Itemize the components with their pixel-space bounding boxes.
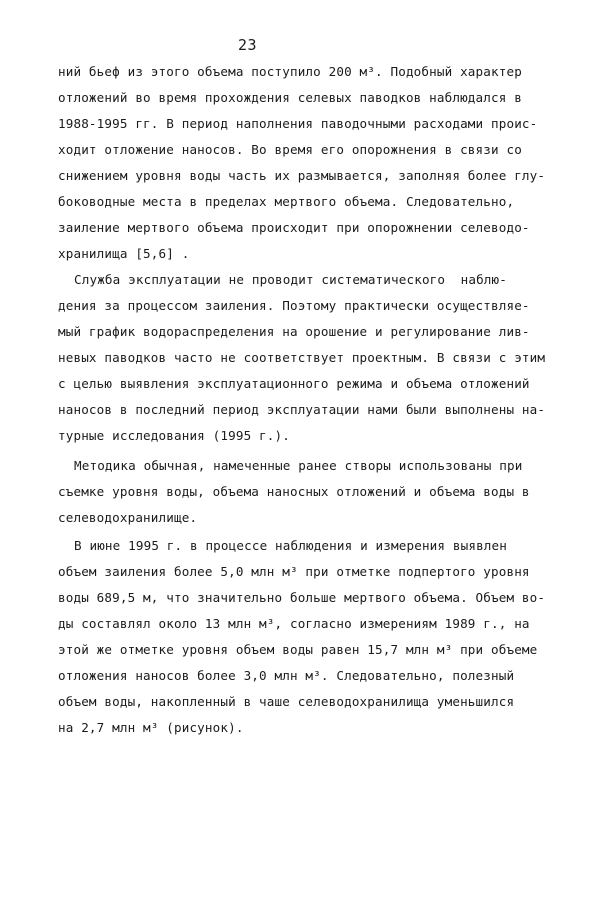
text-line: селеводохранилище. [58, 510, 198, 525]
text-line: отложений во время прохождения селевых паводков наблюдался в [58, 90, 522, 105]
text-line: снижением уровня воды часть их размывается, заполняя более глу- [58, 168, 546, 183]
text-line: Служба эксплуатации не проводит систематического наблю- [74, 272, 507, 287]
text-line: с целью выявления эксплуатационного режима и объема отложений [58, 376, 530, 391]
text-line: на 2,7 млн м³ (рисунок). [58, 720, 244, 735]
text-line: съемке уровня воды, объема наносных отложений и объема воды в [58, 484, 530, 499]
text-line: невых паводков часто не соответствует проектным. В связи с этим [58, 350, 546, 365]
text-line: ний бьеф из этого объема поступило 200 м³. Подобный характер [58, 64, 522, 79]
text-line: ды составлял около 13 млн м³, согласно измерениям 1989 г., на [58, 616, 530, 631]
text-line: отложения наносов более 3,0 млн м³. Следовательно, полезный [58, 668, 515, 683]
text-line: дения за процессом заиления. Поэтому практически осуществляе- [58, 298, 530, 313]
text-line: Методика обычная, намеченные ранее створы использованы при [74, 458, 523, 473]
text-line: В июне 1995 г. в процессе наблюдения и измерения выявлен [74, 538, 507, 553]
text-line: заиление мертвого объема происходит при опорожнении селеводо- [58, 220, 530, 235]
text-line: объем воды, накопленный в чаше селеводохранилища уменьшился [58, 694, 515, 709]
text-line: боководные места в пределах мертвого объема. Следовательно, [58, 194, 515, 209]
text-line: ходит отложение наносов. Во время его опорожнения в связи со [58, 142, 522, 157]
page-number: 23 [238, 36, 258, 54]
text-line: наносов в последний период эксплуатации нами были выполнены на- [58, 402, 546, 417]
text-line: воды 689,5 м, что значительно больше мертвого объема. Объем во- [58, 590, 546, 605]
text-line: этой же отметке уровня объем воды равен 15,7 млн м³ при объеме [58, 642, 538, 657]
text-line: мый график водораспределения на орошение и регулирование лив- [58, 324, 530, 339]
text-line: 1988-1995 гг. В период наполнения паводочными расходами проис- [58, 116, 538, 131]
text-line: объем заиления более 5,0 млн м³ при отметке подпертого уровня [58, 564, 530, 579]
text-line: хранилища [5,6] . [58, 246, 190, 261]
text-line: турные исследования (1995 г.). [58, 428, 290, 443]
